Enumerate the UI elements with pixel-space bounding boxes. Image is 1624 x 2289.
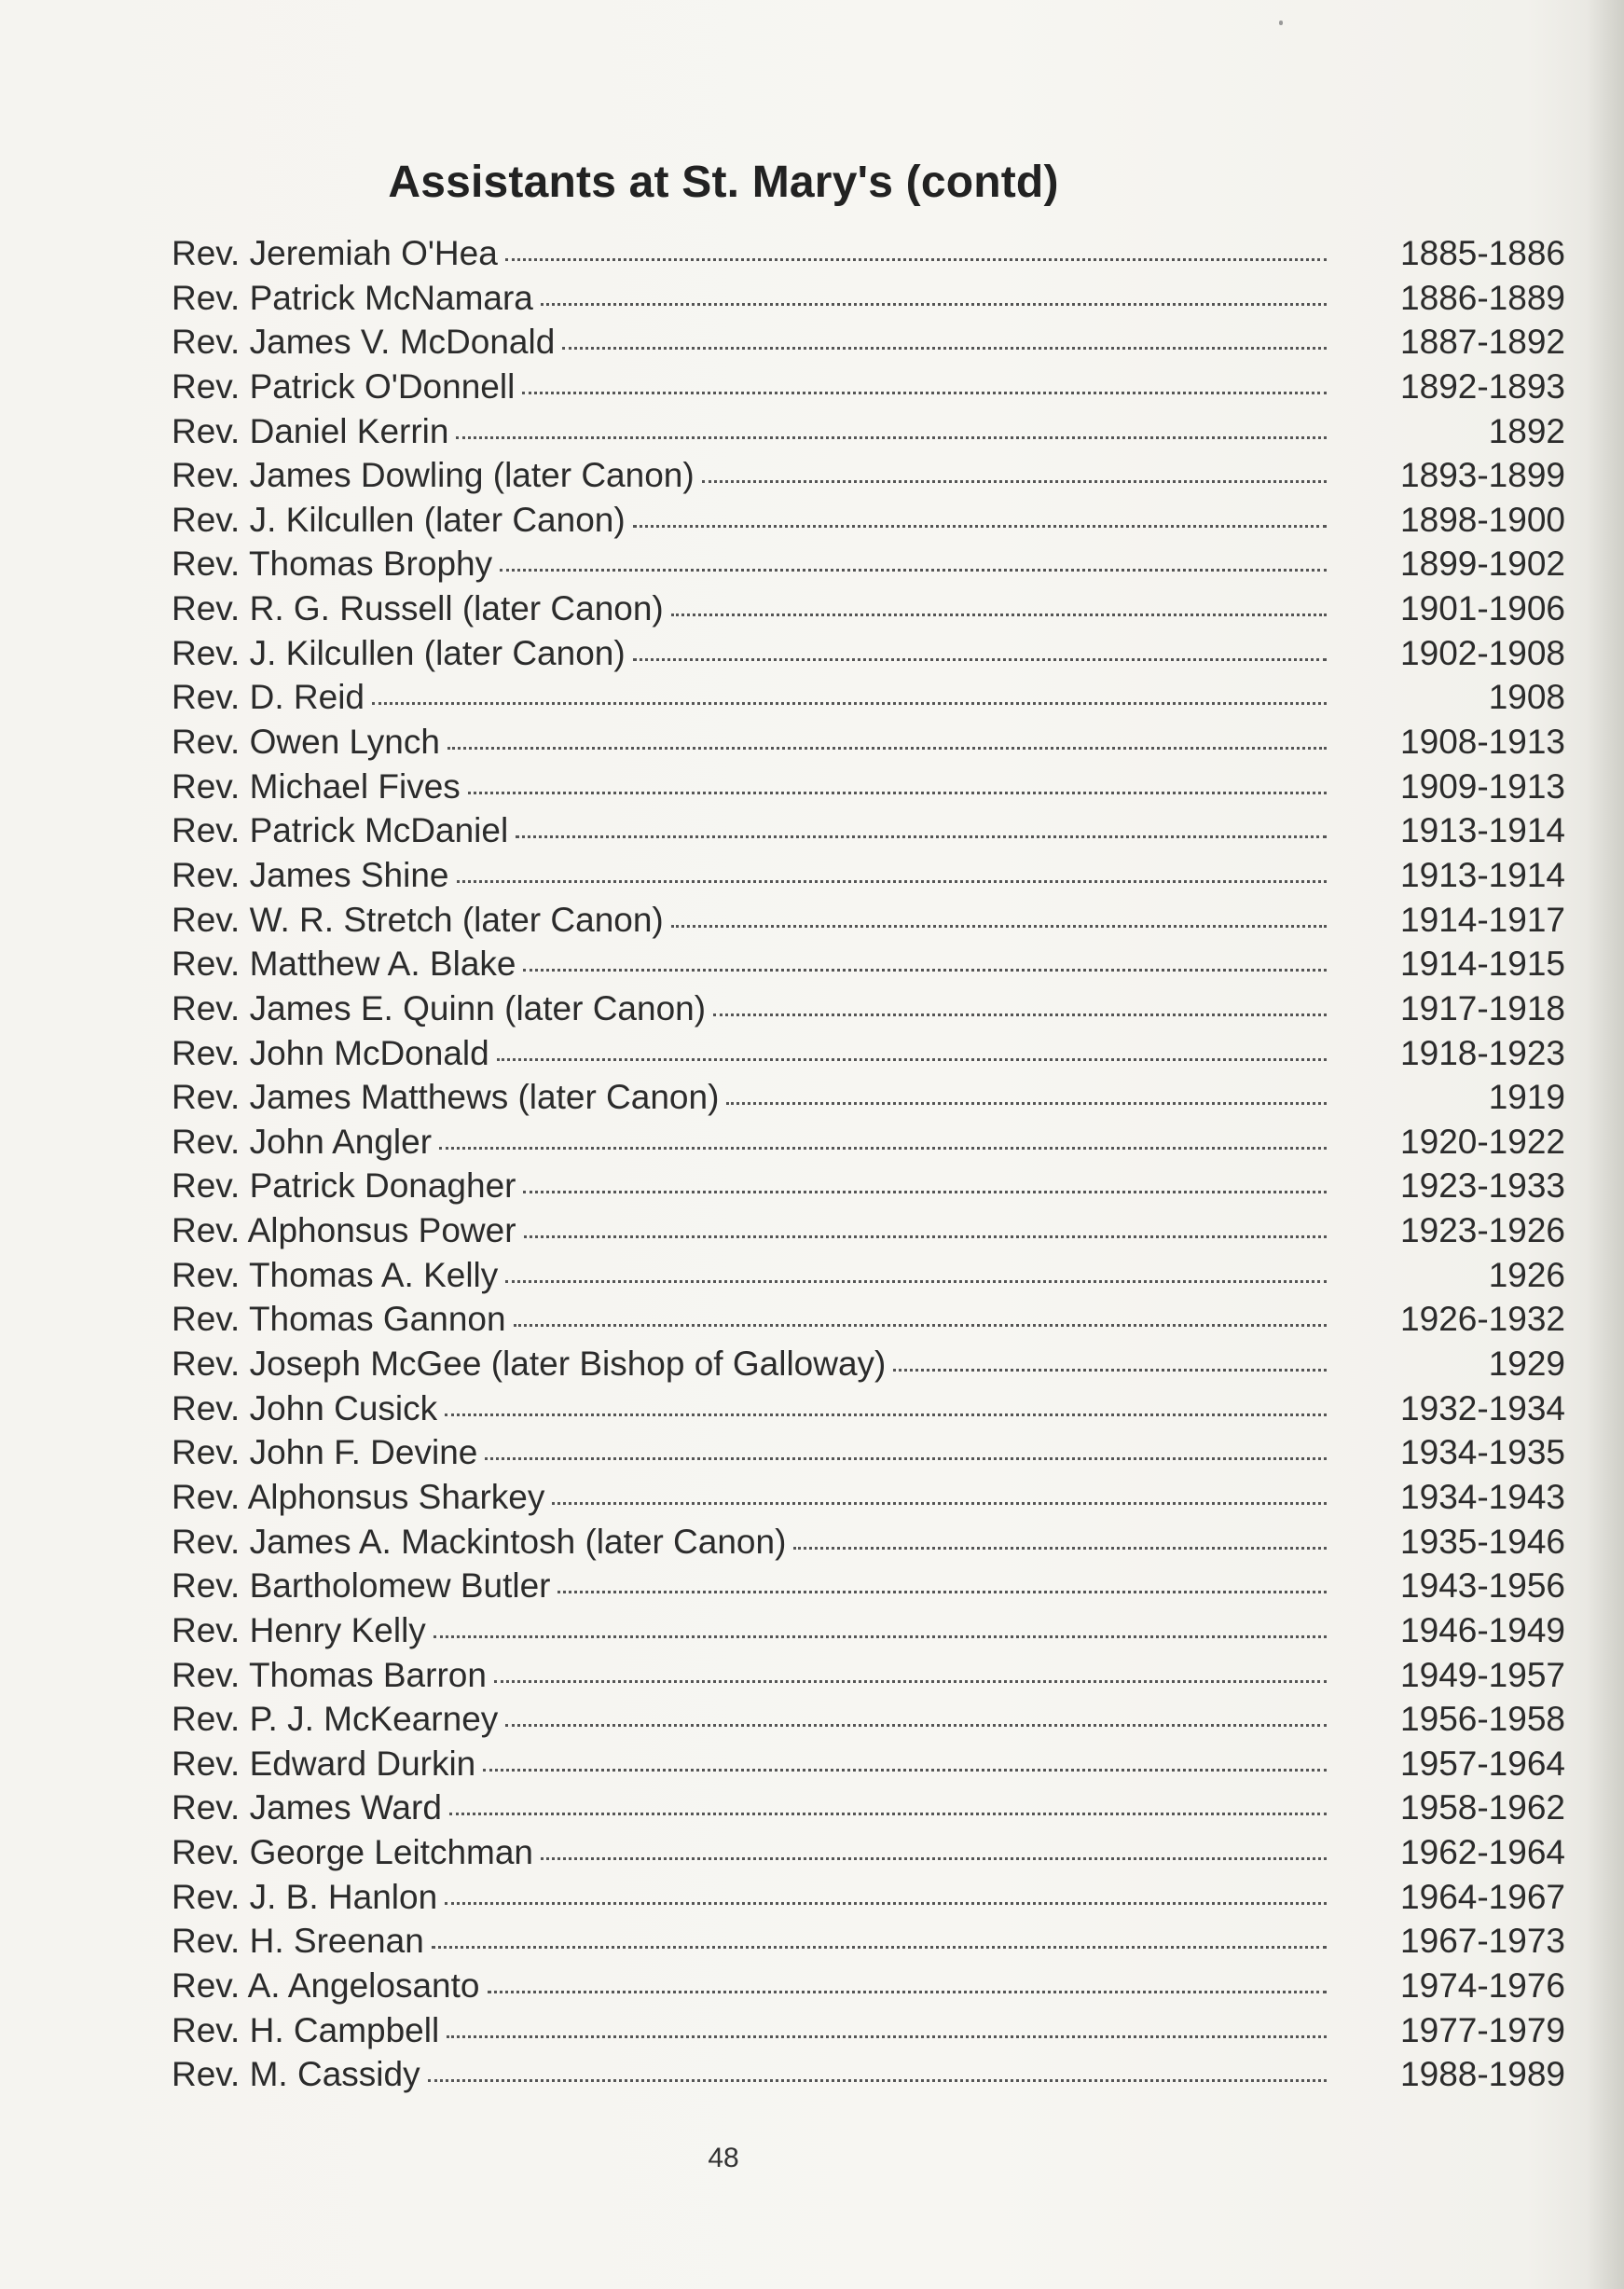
dot-leader [713, 1010, 1327, 1016]
service-years: 1935-1946 [1400, 1522, 1565, 1561]
dot-leader [468, 788, 1327, 794]
assistant-name: Rev. J. Kilcullen (later Canon) [172, 500, 626, 539]
service-years: 1926-1932 [1400, 1300, 1565, 1339]
dot-leader [456, 433, 1327, 439]
service-years: 1962-1964 [1400, 1833, 1565, 1872]
assistant-name: Rev. Thomas A. Kelly [172, 1255, 499, 1294]
assistant-name: Rev. Alphonsus Power [172, 1211, 516, 1250]
dot-leader [671, 610, 1327, 616]
page-spine-shadow [1587, 0, 1624, 2289]
service-years: 1901-1906 [1400, 589, 1565, 628]
dot-leader [514, 1320, 1327, 1327]
service-years: 1908-1913 [1400, 723, 1565, 762]
service-years: 1956-1958 [1400, 1700, 1565, 1739]
assistant-name: Rev. Patrick McNamara [172, 278, 533, 317]
service-years: 1988-1989 [1400, 2055, 1565, 2094]
list-item [172, 898, 1565, 943]
list-item [172, 1253, 1565, 1298]
list-item [172, 1919, 1565, 1964]
dot-leader [485, 1454, 1327, 1460]
assistant-name: Rev. James A. Mackintosh (later Canon) [172, 1522, 787, 1561]
dot-leader [893, 1365, 1327, 1372]
assistant-name: Rev. Patrick Donagher [172, 1166, 516, 1206]
list-item [172, 1297, 1565, 1342]
assistant-name: Rev. Michael Fives [172, 766, 461, 806]
dot-leader [483, 1765, 1327, 1772]
assistant-name: Rev. H. Sreenan [172, 1922, 424, 1961]
assistant-name: Rev. Bartholomew Butler [172, 1566, 551, 1606]
service-years: 1893-1899 [1400, 456, 1565, 495]
service-years: 1898-1900 [1400, 500, 1565, 539]
service-years: 1926 [1488, 1255, 1565, 1294]
dot-leader [447, 2032, 1327, 2038]
dot-leader [633, 655, 1327, 661]
service-years: 1918-1923 [1400, 1033, 1565, 1072]
assistant-name: Rev. D. Reid [172, 678, 365, 717]
service-years: 1943-1956 [1400, 1566, 1565, 1606]
dot-leader [445, 1410, 1327, 1416]
dot-leader [671, 921, 1327, 928]
assistant-name: Rev. James V. McDonald [172, 323, 556, 362]
print-speck [1279, 21, 1283, 25]
list-item [172, 365, 1565, 409]
assistant-name: Rev. Jeremiah O'Hea [172, 234, 498, 272]
list-item [172, 1564, 1565, 1608]
service-years: 1957-1964 [1400, 1744, 1565, 1783]
assistant-name: Rev. John McDonald [172, 1033, 489, 1072]
list-item [172, 276, 1565, 321]
dot-leader [447, 743, 1327, 750]
dot-leader [523, 1187, 1327, 1193]
dot-leader [541, 299, 1327, 306]
service-years: 1923-1933 [1400, 1166, 1565, 1206]
assistant-name: Rev. Thomas Gannon [172, 1300, 506, 1339]
list-item [172, 1208, 1565, 1253]
list-item [172, 808, 1565, 853]
service-years: 1919 [1488, 1078, 1565, 1117]
list-item [172, 1830, 1565, 1875]
list-item [172, 1120, 1565, 1165]
service-years: 1892 [1488, 411, 1565, 450]
assistant-name: Rev. James E. Quinn (later Canon) [172, 988, 707, 1027]
service-years: 1913-1914 [1400, 811, 1565, 850]
list-item [172, 320, 1565, 365]
assistant-name: Rev. A. Angelosanto [172, 1965, 480, 2005]
service-years: 1914-1915 [1400, 945, 1565, 984]
assistant-name: Rev. H. Campbell [172, 2010, 440, 2049]
assistant-name: Rev. Patrick O'Donnell [172, 366, 516, 406]
service-years: 1902-1908 [1400, 633, 1565, 672]
list-item [172, 2052, 1565, 2097]
list-item [172, 765, 1565, 809]
assistant-name: Rev. Thomas Barron [172, 1655, 487, 1694]
dot-leader [500, 565, 1327, 572]
service-years: 1887-1892 [1400, 323, 1565, 362]
dot-leader [523, 965, 1327, 972]
service-years: 1967-1973 [1400, 1922, 1565, 1961]
dot-leader [793, 1543, 1327, 1550]
list-item [172, 1875, 1565, 1920]
assistant-name: Rev. Patrick McDaniel [172, 811, 509, 850]
assistant-name: Rev. James Matthews (later Canon) [172, 1078, 720, 1117]
list-item [172, 1386, 1565, 1431]
list-item [172, 1964, 1565, 2008]
dot-leader [562, 343, 1327, 350]
dot-leader [524, 1232, 1327, 1238]
service-years: 1913-1914 [1400, 855, 1565, 894]
list-item [172, 498, 1565, 543]
dot-leader [552, 1498, 1327, 1505]
assistant-name: Rev. Edward Durkin [172, 1744, 476, 1783]
service-years: 1934-1943 [1400, 1477, 1565, 1516]
assistants-list [172, 231, 1565, 2097]
list-item [172, 1475, 1565, 1520]
list-item [172, 631, 1565, 676]
service-years: 1885-1886 [1400, 234, 1565, 272]
service-years: 1886-1889 [1400, 278, 1565, 317]
dot-leader [702, 476, 1327, 483]
list-item [172, 1697, 1565, 1742]
list-item [172, 586, 1565, 631]
list-item [172, 1075, 1565, 1120]
list-item [172, 1164, 1565, 1208]
assistant-name: Rev. James Shine [172, 855, 449, 894]
assistant-name: Rev. Alphonsus Sharkey [172, 1477, 545, 1516]
service-years: 1914-1917 [1400, 900, 1565, 939]
list-item [172, 1608, 1565, 1653]
dot-leader [432, 1942, 1327, 1949]
list-item [172, 1520, 1565, 1565]
service-years: 1908 [1488, 678, 1565, 717]
list-item [172, 1786, 1565, 1830]
service-years: 1909-1913 [1400, 766, 1565, 806]
list-item [172, 231, 1565, 276]
list-item [172, 675, 1565, 720]
dot-leader [434, 1632, 1327, 1638]
service-years: 1899-1902 [1400, 545, 1565, 584]
dot-leader [633, 521, 1327, 528]
assistant-name: Rev. M. Cassidy [172, 2055, 420, 2094]
assistant-name: Rev. John F. Devine [172, 1433, 478, 1472]
assistant-name: Rev. John Cusick [172, 1388, 438, 1427]
service-years: 1946-1949 [1400, 1610, 1565, 1649]
dot-leader [726, 1098, 1327, 1105]
list-item [172, 1031, 1565, 1076]
service-years: 1932-1934 [1400, 1388, 1565, 1427]
service-years: 1977-1979 [1400, 2010, 1565, 2049]
service-years: 1892-1893 [1400, 366, 1565, 406]
list-item [172, 853, 1565, 898]
dot-leader [516, 832, 1327, 838]
service-years: 1929 [1488, 1344, 1565, 1384]
list-item [172, 986, 1565, 1031]
dot-leader [494, 1676, 1327, 1683]
dot-leader [505, 1720, 1327, 1727]
dot-leader [505, 255, 1327, 261]
assistant-name: Rev. James Ward [172, 1788, 442, 1827]
assistant-name: Rev. George Leitchman [172, 1833, 534, 1872]
service-years: 1949-1957 [1400, 1655, 1565, 1694]
list-item [172, 1430, 1565, 1475]
assistant-name: Rev. Matthew A. Blake [172, 945, 516, 984]
dot-leader [522, 388, 1327, 394]
service-years: 1958-1962 [1400, 1788, 1565, 1827]
assistant-name: Rev. P. J. McKearney [172, 1700, 499, 1739]
list-item [172, 409, 1565, 454]
dot-leader [557, 1587, 1327, 1593]
dot-leader [372, 698, 1327, 705]
dot-leader [428, 2075, 1327, 2082]
service-years: 1923-1926 [1400, 1211, 1565, 1250]
assistant-name: Rev. Thomas Brophy [172, 545, 493, 584]
dot-leader [505, 1276, 1327, 1283]
assistant-name: Rev. Daniel Kerrin [172, 411, 449, 450]
assistant-name: Rev. J. B. Hanlon [172, 1877, 438, 1916]
dot-leader [439, 1143, 1327, 1150]
dot-leader [445, 1898, 1327, 1905]
dot-leader [541, 1854, 1327, 1860]
dot-leader [449, 1809, 1327, 1815]
list-item [172, 720, 1565, 765]
list-item [172, 1653, 1565, 1698]
assistant-name: Rev. Joseph McGee (later Bishop of Galloway) [172, 1344, 887, 1384]
assistant-name: Rev. John Angler [172, 1122, 433, 1161]
service-years: 1934-1935 [1400, 1433, 1565, 1472]
service-years: 1920-1922 [1400, 1122, 1565, 1161]
assistant-name: Rev. W. R. Stretch (later Canon) [172, 900, 664, 939]
list-item [172, 942, 1565, 986]
dot-leader [488, 1987, 1328, 1993]
list-item [172, 1742, 1565, 1786]
assistant-name: Rev. R. G. Russell (later Canon) [172, 589, 664, 628]
assistant-name: Rev. Henry Kelly [172, 1610, 426, 1649]
dot-leader [497, 1055, 1327, 1061]
list-item [172, 2008, 1565, 2053]
service-years: 1964-1967 [1400, 1877, 1565, 1916]
list-item [172, 1342, 1565, 1386]
assistant-name: Rev. Owen Lynch [172, 723, 440, 762]
list-item [172, 453, 1565, 498]
assistant-name: Rev. James Dowling (later Canon) [172, 456, 695, 495]
assistant-name: Rev. J. Kilcullen (later Canon) [172, 633, 626, 672]
page-number: 48 [708, 2143, 739, 2173]
dot-leader [457, 876, 1328, 883]
list-item [172, 542, 1565, 586]
service-years: 1974-1976 [1400, 1965, 1565, 2005]
service-years: 1917-1918 [1400, 988, 1565, 1027]
page-title: Assistants at St. Mary's (contd) [388, 158, 1059, 207]
